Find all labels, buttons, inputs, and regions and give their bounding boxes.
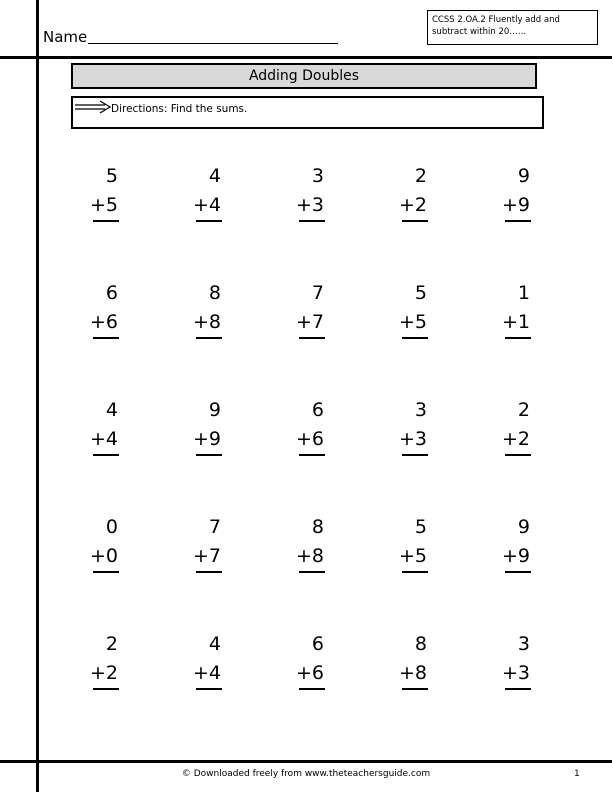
problem-bottom-number: +1 bbox=[501, 311, 530, 333]
problems-grid bbox=[72, 160, 572, 745]
answer-line bbox=[505, 571, 531, 573]
problem-top-number: 4 bbox=[105, 399, 118, 421]
problem-top-number: 6 bbox=[311, 633, 324, 655]
problem-bottom-number: +7 bbox=[295, 311, 324, 333]
answer-line bbox=[505, 688, 531, 690]
problem-top-number: 9 bbox=[208, 399, 221, 421]
problem-bottom-number: +3 bbox=[398, 428, 427, 450]
problem-bottom-number: +8 bbox=[295, 545, 324, 567]
problem-top-number: 4 bbox=[208, 165, 221, 187]
problem-top-number: 5 bbox=[105, 165, 118, 187]
answer-line bbox=[505, 454, 531, 456]
problem-top-number: 9 bbox=[517, 165, 530, 187]
name-label: Name bbox=[43, 28, 88, 46]
addition-problem bbox=[484, 277, 587, 394]
problem-top-number: 2 bbox=[414, 165, 427, 187]
problem-top-number: 9 bbox=[517, 516, 530, 538]
answer-line bbox=[402, 337, 428, 339]
problem-bottom-number: +3 bbox=[295, 194, 324, 216]
problem-bottom-number: +2 bbox=[89, 662, 118, 684]
problem-top-number: 3 bbox=[414, 399, 427, 421]
answer-line bbox=[93, 337, 119, 339]
addition-problem bbox=[72, 160, 175, 277]
answer-line bbox=[196, 454, 222, 456]
answer-line bbox=[299, 454, 325, 456]
addition-problem bbox=[278, 160, 381, 277]
margin-vertical-line bbox=[36, 0, 39, 792]
problem-top-number: 3 bbox=[311, 165, 324, 187]
problem-bottom-number: +9 bbox=[501, 194, 530, 216]
problem-bottom-number: +0 bbox=[89, 545, 118, 567]
problem-bottom-number: +4 bbox=[192, 662, 221, 684]
problem-top-number: 8 bbox=[311, 516, 324, 538]
addition-problem bbox=[175, 394, 278, 511]
standard-box: CCSS 2.OA.2 Fluently add and subtract within 20…… bbox=[427, 10, 598, 45]
addition-problem bbox=[381, 511, 484, 628]
problem-bottom-number: +6 bbox=[295, 662, 324, 684]
problem-top-number: 4 bbox=[208, 633, 221, 655]
addition-problem bbox=[484, 394, 587, 511]
problem-bottom-number: +2 bbox=[398, 194, 427, 216]
addition-problem bbox=[175, 628, 278, 745]
answer-line bbox=[505, 337, 531, 339]
problem-bottom-number: +6 bbox=[295, 428, 324, 450]
answer-line bbox=[402, 571, 428, 573]
addition-problem bbox=[381, 160, 484, 277]
addition-problem bbox=[484, 511, 587, 628]
answer-line bbox=[402, 220, 428, 222]
addition-problem bbox=[72, 511, 175, 628]
answer-line bbox=[299, 220, 325, 222]
problem-bottom-number: +8 bbox=[398, 662, 427, 684]
answer-line bbox=[93, 688, 119, 690]
problem-bottom-number: +4 bbox=[89, 428, 118, 450]
addition-problem bbox=[278, 628, 381, 745]
footer-divider-line bbox=[0, 760, 612, 763]
problem-bottom-number: +2 bbox=[501, 428, 530, 450]
answer-line bbox=[505, 220, 531, 222]
problem-bottom-number: +9 bbox=[501, 545, 530, 567]
addition-problem bbox=[72, 277, 175, 394]
problem-top-number: 1 bbox=[517, 282, 530, 304]
addition-problem bbox=[484, 160, 587, 277]
addition-problem bbox=[72, 628, 175, 745]
directions-box bbox=[71, 96, 544, 129]
problem-top-number: 6 bbox=[105, 282, 118, 304]
addition-problem bbox=[175, 277, 278, 394]
problem-bottom-number: +7 bbox=[192, 545, 221, 567]
problem-bottom-number: +8 bbox=[192, 311, 221, 333]
addition-problem bbox=[278, 394, 381, 511]
answer-line bbox=[299, 571, 325, 573]
answer-line bbox=[93, 220, 119, 222]
addition-problem bbox=[72, 394, 175, 511]
name-underline bbox=[88, 43, 338, 44]
directions-text: Directions: Find the sums. bbox=[111, 103, 248, 115]
addition-problem bbox=[381, 394, 484, 511]
addition-problem bbox=[175, 511, 278, 628]
answer-line bbox=[402, 454, 428, 456]
answer-line bbox=[196, 688, 222, 690]
answer-line bbox=[93, 454, 119, 456]
addition-problem bbox=[175, 160, 278, 277]
problem-top-number: 2 bbox=[105, 633, 118, 655]
problem-top-number: 8 bbox=[208, 282, 221, 304]
problem-bottom-number: +9 bbox=[192, 428, 221, 450]
problem-bottom-number: +5 bbox=[398, 311, 427, 333]
worksheet-title: Adding Doubles bbox=[71, 63, 537, 89]
problem-bottom-number: +3 bbox=[501, 662, 530, 684]
addition-problem bbox=[381, 628, 484, 745]
problem-bottom-number: +5 bbox=[89, 194, 118, 216]
addition-problem bbox=[381, 277, 484, 394]
problem-top-number: 3 bbox=[517, 633, 530, 655]
problem-top-number: 7 bbox=[311, 282, 324, 304]
addition-problem bbox=[278, 511, 381, 628]
problem-bottom-number: +4 bbox=[192, 194, 221, 216]
footer-credit: © Downloaded freely from www.theteachersguide.com bbox=[181, 769, 431, 779]
page-number: 1 bbox=[574, 769, 580, 779]
answer-line bbox=[196, 571, 222, 573]
answer-line bbox=[196, 220, 222, 222]
answer-line bbox=[402, 688, 428, 690]
problem-top-number: 8 bbox=[414, 633, 427, 655]
problem-top-number: 6 bbox=[311, 399, 324, 421]
answer-line bbox=[299, 337, 325, 339]
problem-bottom-number: +5 bbox=[398, 545, 427, 567]
problem-top-number: 5 bbox=[414, 282, 427, 304]
answer-line bbox=[93, 571, 119, 573]
problem-top-number: 0 bbox=[105, 516, 118, 538]
problem-top-number: 5 bbox=[414, 516, 427, 538]
arrow-right-icon bbox=[75, 100, 111, 114]
answer-line bbox=[299, 688, 325, 690]
addition-problem bbox=[484, 628, 587, 745]
header-divider-line bbox=[0, 56, 612, 59]
answer-line bbox=[196, 337, 222, 339]
problem-bottom-number: +6 bbox=[89, 311, 118, 333]
problem-top-number: 2 bbox=[517, 399, 530, 421]
addition-problem bbox=[278, 277, 381, 394]
problem-top-number: 7 bbox=[208, 516, 221, 538]
